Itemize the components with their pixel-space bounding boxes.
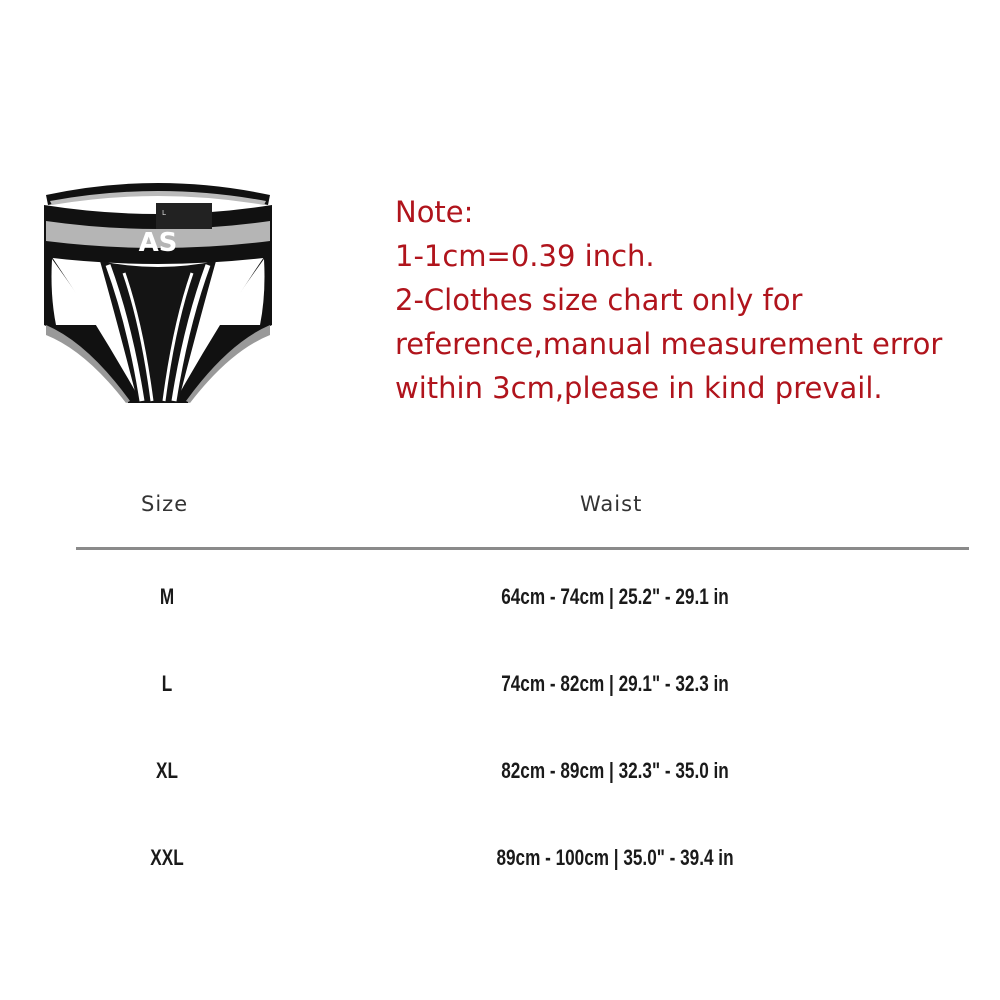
row-waist-xl: 82cm - 89cm | 32.3" - 35.0 in bbox=[501, 758, 729, 783]
row-size-xl: XL bbox=[156, 758, 178, 783]
header-divider bbox=[76, 547, 969, 550]
note-disclaimer-3: within 3cm,please in kind prevail. bbox=[395, 371, 883, 405]
note-disclaimer-1: 2-Clothes size chart only for bbox=[395, 283, 803, 317]
row-waist-m: 64cm - 74cm | 25.2" - 29.1 in bbox=[501, 584, 729, 609]
header-size: Size bbox=[141, 492, 189, 516]
tag-size-text: L bbox=[162, 209, 166, 217]
row-size-l: L bbox=[161, 671, 173, 696]
row-size-xxl: XXL bbox=[150, 845, 184, 870]
note-title: Note: bbox=[395, 195, 474, 229]
header-waist: Waist bbox=[580, 492, 643, 516]
note-conversion: 1-1cm=0.39 inch. bbox=[395, 239, 655, 273]
product-image bbox=[38, 175, 278, 415]
row-waist-l: 74cm - 82cm | 29.1" - 32.3 in bbox=[501, 671, 729, 696]
size-note bbox=[395, 190, 995, 410]
note-disclaimer-2: reference,manual measurement error bbox=[395, 327, 943, 361]
brand-logo: AS bbox=[138, 228, 178, 258]
row-waist-xxl: 89cm - 100cm | 35.0" - 39.4 in bbox=[496, 845, 734, 870]
row-size-m: M bbox=[159, 584, 175, 609]
